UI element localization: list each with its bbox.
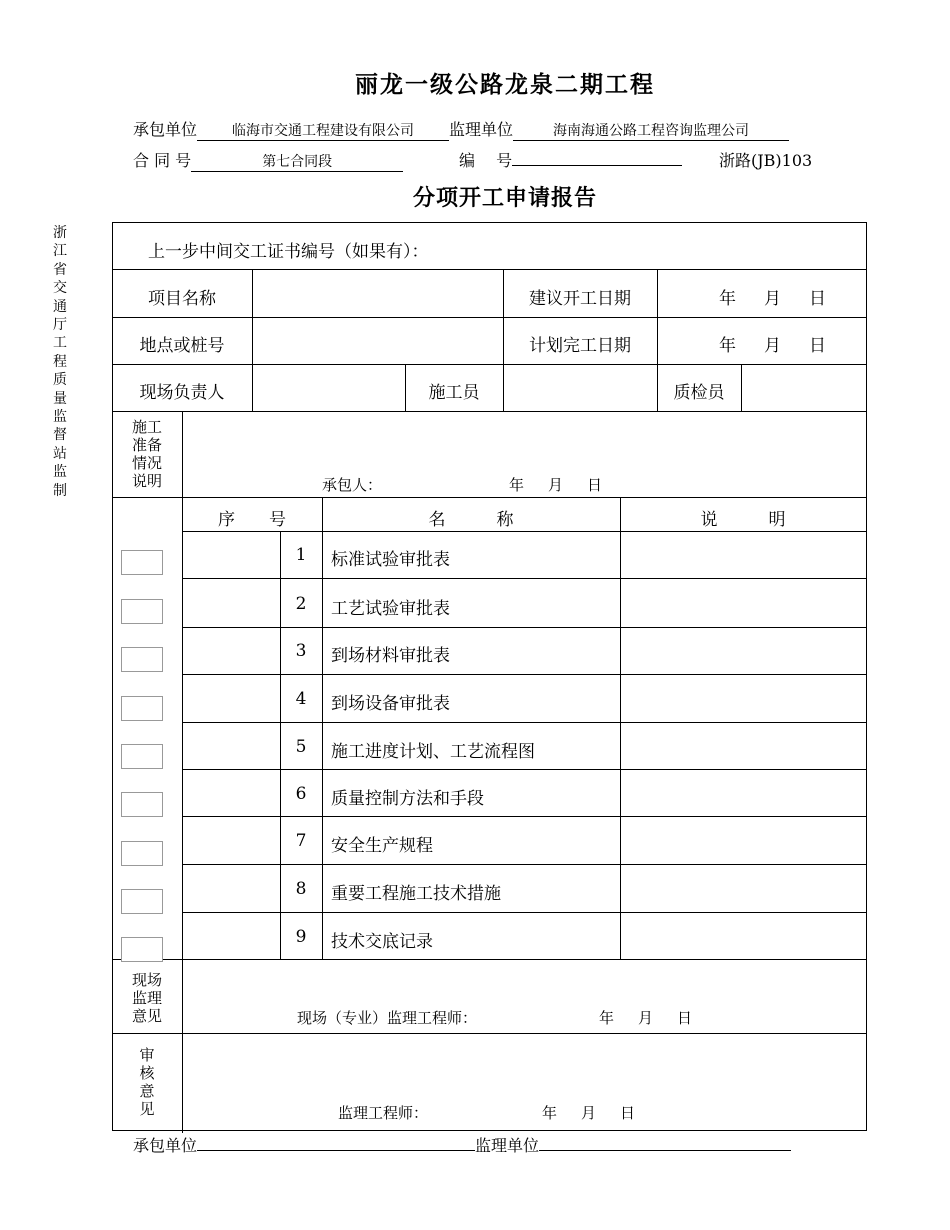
side-note: 浙 江 省 交 通 厅 工 程 质 量 监 督 站 监 制	[53, 225, 67, 499]
item-checkbox-8[interactable]	[121, 889, 163, 914]
item-checkbox-2[interactable]	[121, 599, 163, 624]
serial-line	[459, 148, 682, 171]
contractor-value: 临海市交通工程建设有限公司	[197, 122, 449, 141]
col-desc-header: 说 明	[700, 510, 786, 530]
serial-label: 编 号	[459, 151, 513, 170]
prep-label: 施工 准备 情况 说明	[131, 418, 162, 490]
contractor-line	[133, 117, 789, 141]
item-checkbox-9[interactable]	[121, 937, 163, 962]
item-no: 5	[295, 737, 307, 757]
proposed-start-date[interactable]: 年 月 日	[719, 289, 826, 309]
location-label: 地点或桩号	[139, 336, 225, 356]
constructor-label: 施工员	[428, 383, 480, 403]
col-name-header: 名 称	[428, 510, 514, 530]
contractor-label: 承包单位	[133, 120, 198, 139]
form-code: 浙路(JB)103	[719, 151, 813, 170]
item-checkbox-4[interactable]	[121, 696, 163, 721]
item-no: 6	[295, 784, 307, 804]
contract-value: 第七合同段	[191, 153, 403, 172]
item-checkbox-6[interactable]	[121, 792, 163, 817]
project-name-field[interactable]	[254, 271, 501, 315]
prev-cert-label: 上一步中间交工证书编号（如果有）：	[148, 242, 429, 262]
footer-supervisor-field[interactable]	[539, 1150, 791, 1151]
col-seq-header: 序 号	[218, 510, 286, 530]
item-no: 7	[295, 831, 307, 851]
site-opinion-date: 年 月 日	[599, 1009, 693, 1027]
item-no: 4	[295, 689, 307, 709]
planned-finish-label: 计划完工日期	[529, 336, 631, 356]
footer-line	[133, 1133, 791, 1156]
proposed-start-label: 建议开工日期	[529, 289, 631, 309]
item-no: 3	[295, 641, 307, 661]
review-label: 审 核 意 见	[139, 1046, 155, 1118]
item-name: 重要工程施工技术措施	[331, 884, 501, 904]
item-name: 技术交底记录	[331, 932, 433, 952]
site-opinion-label: 现场 监理 意见	[131, 971, 162, 1025]
footer-contractor-label: 承包单位	[133, 1136, 198, 1155]
item-no: 2	[295, 594, 307, 614]
item-name: 到场设备审批表	[331, 694, 450, 714]
planned-finish-date[interactable]: 年 月 日	[719, 336, 826, 356]
item-name: 标准试验审批表	[331, 550, 450, 570]
item-no: 9	[295, 927, 307, 947]
contract-line	[133, 148, 403, 172]
project-name-label: 项目名称	[148, 289, 216, 309]
item-name: 到场材料审批表	[331, 646, 450, 666]
inspector-label: 质检员	[673, 383, 725, 403]
item-name: 安全生产规程	[331, 836, 433, 856]
footer-contractor-field[interactable]	[197, 1150, 475, 1151]
site-manager-label: 现场负责人	[139, 383, 225, 403]
item-no: 1	[295, 545, 307, 565]
serial-value	[512, 165, 682, 166]
prep-date: 年 月 日	[509, 476, 603, 494]
item-checkbox-1[interactable]	[121, 550, 163, 575]
contractor-person-label: 承包人：	[322, 476, 383, 494]
supervisor-value: 海南海通公路工程咨询监理公司	[513, 122, 789, 141]
document-title: 丽龙一级公路龙泉二期工程	[355, 71, 655, 98]
footer-supervisor-label: 监理单位	[475, 1136, 540, 1155]
contract-label: 合 同 号	[133, 151, 192, 170]
item-name: 工艺试验审批表	[331, 599, 450, 619]
review-date: 年 月 日	[542, 1104, 636, 1122]
supervisor-label: 监理单位	[449, 120, 514, 139]
item-checkbox-7[interactable]	[121, 841, 163, 866]
engineer-label: 监理工程师：	[338, 1104, 429, 1122]
form-subtitle: 分项开工申请报告	[412, 185, 597, 211]
item-checkbox-3[interactable]	[121, 647, 163, 672]
location-field[interactable]	[254, 319, 501, 363]
item-no: 8	[295, 879, 307, 899]
item-checkbox-5[interactable]	[121, 744, 163, 769]
item-name: 质量控制方法和手段	[331, 789, 484, 809]
item-name: 施工进度计划、工艺流程图	[331, 742, 535, 762]
site-engineer-label: 现场（专业）监理工程师：	[297, 1009, 478, 1027]
